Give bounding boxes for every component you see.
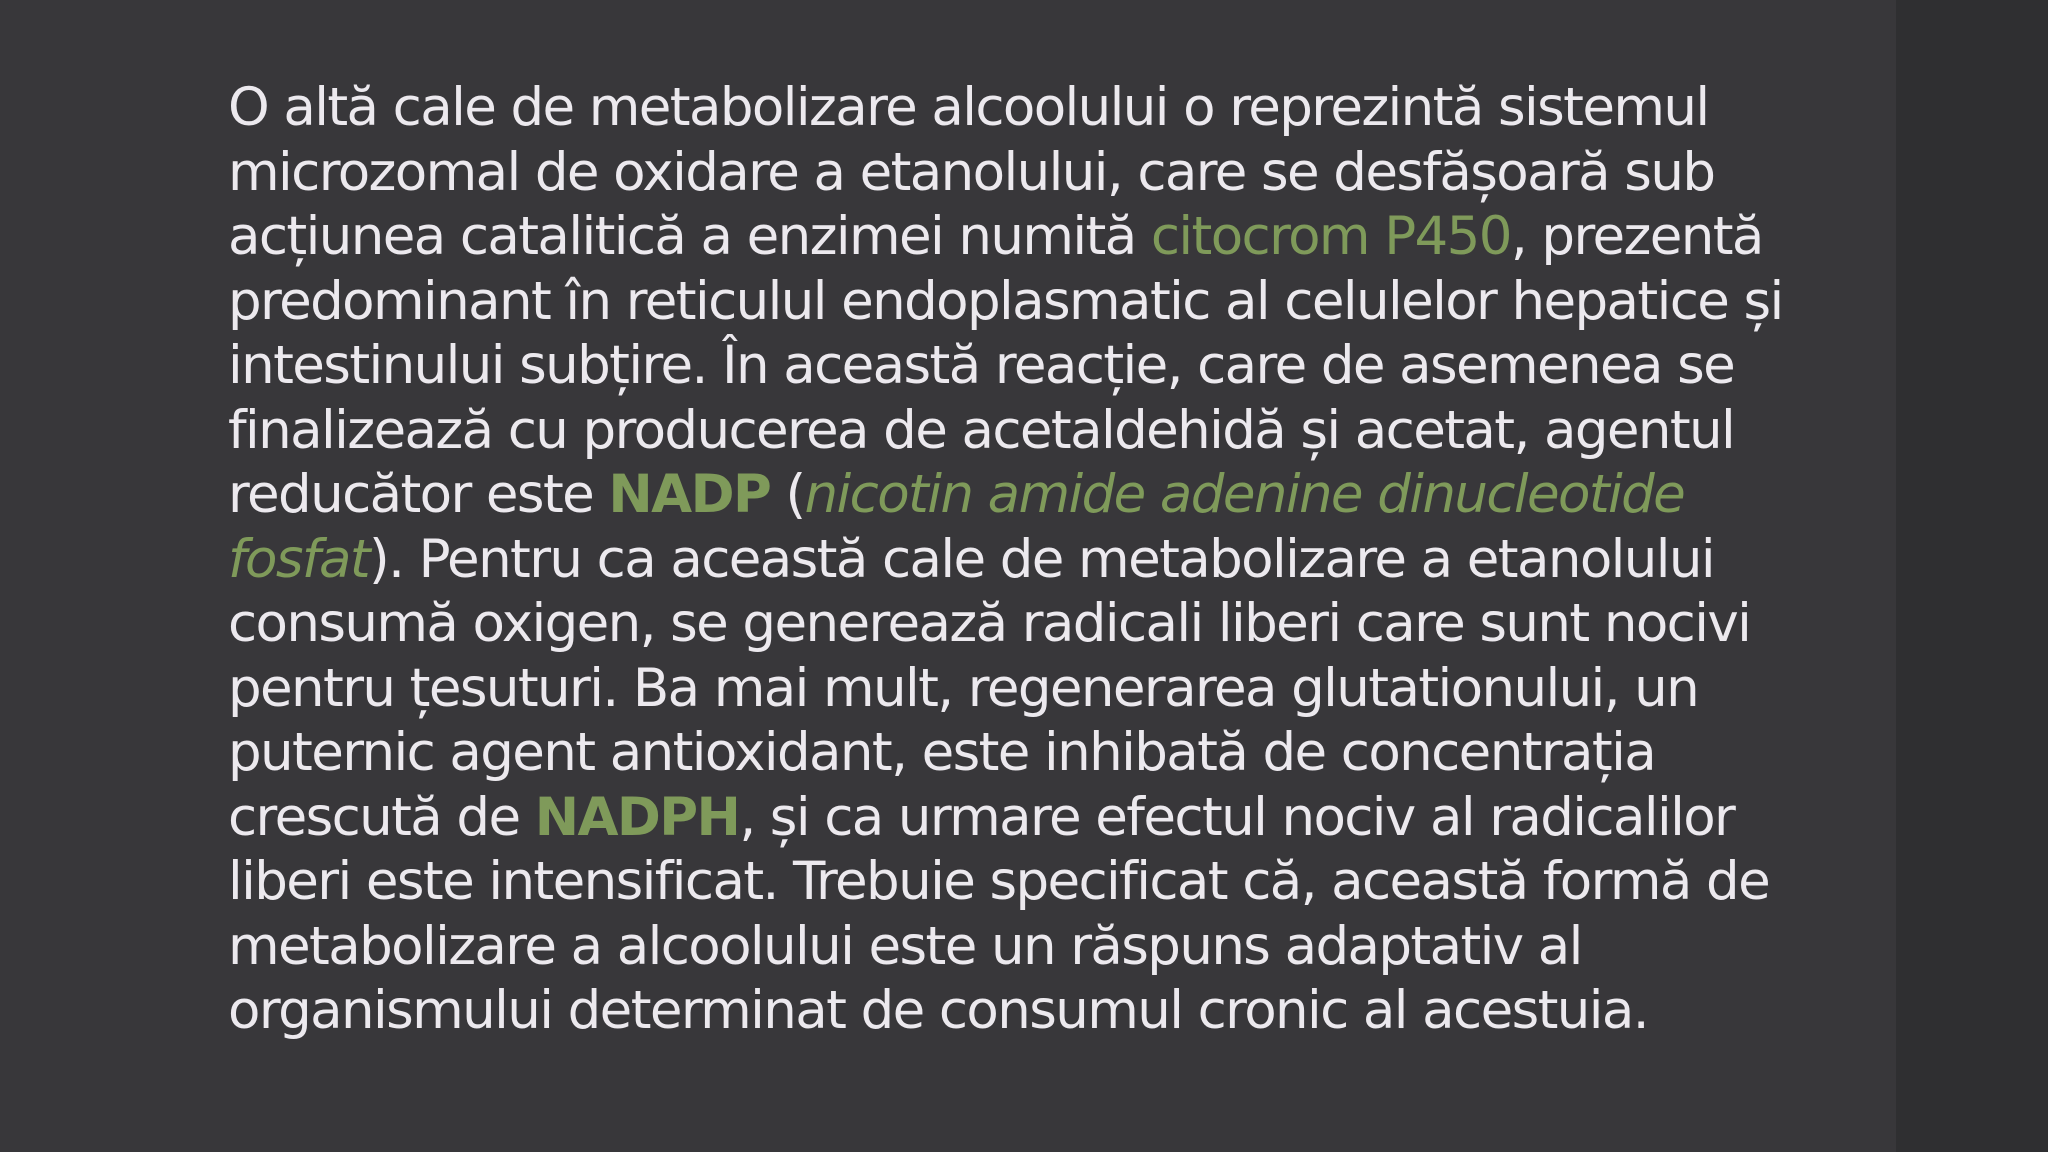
text-segment: , prezentă: [1510, 206, 1763, 267]
text-line: [228, 592, 1868, 657]
text-line: [228, 141, 1868, 206]
text-segment: liberi este intensificat. Trebuie specificat că, această formă de: [228, 851, 1770, 912]
term-citocrom-p450: citocrom P450: [1150, 206, 1511, 267]
text-segment: consumă oxigen, se generează radicali liberi care sunt nocivi: [228, 593, 1751, 654]
text-line: [228, 915, 1868, 980]
text-line: [228, 334, 1868, 399]
text-segment: pentru țesuturi. Ba mai mult, regenerarea glutationului, un: [228, 657, 1699, 719]
text-segment: microzomal de oxidare a etanolului, care se desfășoară sub: [228, 141, 1715, 203]
side-strip: [1896, 0, 2048, 1152]
text-segment: , și ca urmare efectul nociv al radicalilor: [739, 786, 1735, 848]
text-line: [228, 399, 1868, 464]
text-line: [228, 205, 1868, 270]
text-line: [228, 979, 1868, 1044]
text-segment: puternic agent antioxidant, este inhibată de concentrația: [228, 722, 1656, 783]
text-segment: acțiunea catalitică a enzimei numită: [228, 206, 1151, 267]
term-nadp: NADP: [608, 464, 771, 525]
text-segment: organismului determinat de consumul cronic al acestuia.: [228, 980, 1649, 1041]
term-nadp-expansion-end: fosfat: [228, 528, 370, 590]
text-segment: metabolizare a alcoolului este un răspuns adaptativ al: [228, 915, 1582, 977]
text-segment: crescută de: [228, 786, 535, 848]
text-line: [228, 721, 1868, 786]
text-segment: intestinului subțire. În această reacție, care de asemenea se: [228, 335, 1735, 396]
text-segment: O altă cale de metabolizare alcoolului o reprezintă sistemul: [228, 77, 1709, 138]
text-segment: finalizează cu producerea de acetaldehidă și acetat, agentul: [228, 399, 1735, 461]
text-segment: ). Pentru ca această cale de metabolizare a etanolului: [369, 528, 1715, 590]
text-line: [228, 270, 1868, 335]
text-line: [228, 850, 1868, 915]
text-line: [228, 528, 1868, 593]
text-segment: reducător este: [228, 464, 609, 525]
text-segment: predominant în reticulul endoplasmatic al celulelor hepatice și: [228, 270, 1783, 332]
text-segment: (: [770, 464, 805, 525]
term-nadph: NADPH: [534, 786, 740, 848]
term-nadp-expansion: nicotin amide adenine dinucleotide: [804, 464, 1685, 525]
text-line: [228, 657, 1868, 722]
text-line: [228, 786, 1868, 851]
text-line: [228, 76, 1868, 141]
text-line: [228, 463, 1868, 528]
slide-body-text: [228, 76, 1868, 1044]
